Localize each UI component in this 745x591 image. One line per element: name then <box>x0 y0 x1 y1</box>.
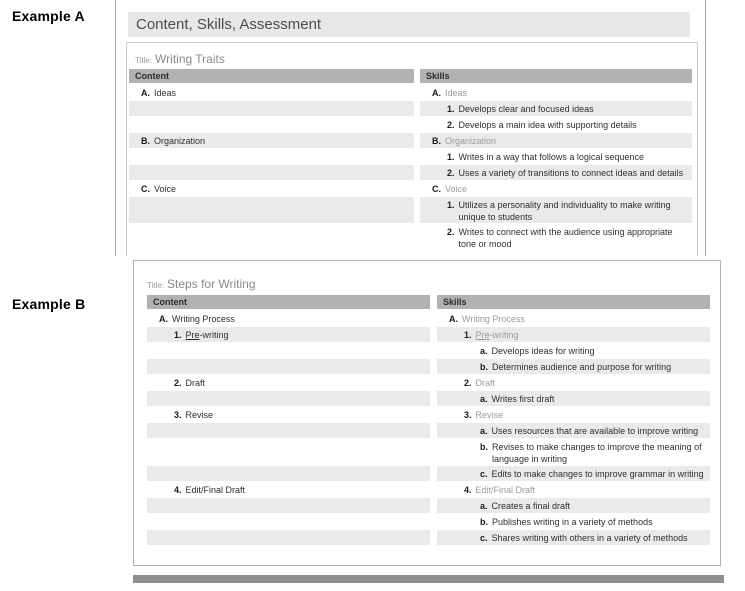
table-row <box>437 391 710 406</box>
skills-column <box>437 295 710 546</box>
table-row <box>437 423 710 438</box>
example-b-label: Example B <box>12 296 86 312</box>
item-prefix: 2. <box>447 227 455 237</box>
table-row <box>147 530 430 545</box>
content-cell <box>147 407 430 421</box>
item-prefix: c. <box>480 469 488 479</box>
table-row <box>420 133 692 148</box>
skills-rows <box>420 85 692 250</box>
panel-b-shadow <box>133 575 724 583</box>
content-cell <box>147 375 430 389</box>
table-row <box>129 85 414 100</box>
item-text: Draft <box>475 378 496 388</box>
table-row <box>437 343 710 358</box>
item-text: Writes to connect with the audience using appropriate tone or mood <box>458 227 673 249</box>
table-row <box>420 101 692 116</box>
item-text: Revise <box>185 410 214 420</box>
item-text: Develops a main idea with supporting details <box>458 120 637 130</box>
item-prefix: 3. <box>174 410 182 420</box>
item-text: Edits to make changes to improve grammar in writing <box>491 469 704 479</box>
item-prefix: b. <box>480 442 488 452</box>
table-row <box>437 375 710 390</box>
item-prefix: 2. <box>447 120 455 130</box>
table-row <box>420 149 692 164</box>
skills-column-header: Skills <box>420 69 692 83</box>
content-column-header: Content <box>129 69 414 83</box>
item-text: Writing Process <box>172 314 235 324</box>
item-text: Develops ideas for writing <box>491 346 595 356</box>
item-text: Utilizes a personality and individuality to make writing unique to students <box>458 200 671 222</box>
item-prefix: B. <box>141 136 150 146</box>
item-text: Organization <box>445 136 497 146</box>
table-row <box>420 165 692 180</box>
example-a-label: Example A <box>12 8 85 24</box>
item-text: Writes first draft <box>491 394 555 404</box>
item-text <box>476 329 710 341</box>
skill-cell <box>420 181 692 195</box>
item-prefix: C. <box>141 184 150 194</box>
table-row <box>420 117 692 132</box>
table-row <box>129 117 414 132</box>
table-row <box>147 311 430 326</box>
skill-cell <box>437 439 710 465</box>
skills-column <box>420 69 692 251</box>
item-text: Ideas <box>154 88 177 98</box>
table-row <box>420 181 692 196</box>
example-b-panel <box>133 260 721 566</box>
table-row <box>437 514 710 529</box>
item-prefix: 4. <box>464 485 472 495</box>
item-text: Revises to make changes to improve the meaning of language in writing <box>492 442 702 464</box>
skill-cell <box>437 530 710 544</box>
unit-title: Steps for Writing <box>167 277 256 291</box>
unit-box-b <box>134 261 720 565</box>
item-text-link[interactable]: Pre <box>475 330 490 340</box>
skill-cell <box>437 482 710 496</box>
unit-box-a <box>126 42 698 256</box>
table-row <box>147 407 430 422</box>
skill-cell <box>437 391 710 405</box>
skill-cell <box>437 407 710 421</box>
item-prefix: 2. <box>447 168 455 178</box>
item-prefix: b. <box>480 362 488 372</box>
table-row <box>147 498 430 513</box>
table-row <box>420 197 692 223</box>
table-row <box>437 311 710 326</box>
item-prefix: 2. <box>174 378 182 388</box>
table-row <box>437 466 710 481</box>
content-cell <box>129 181 414 195</box>
skill-cell <box>437 514 710 528</box>
item-prefix: 1. <box>464 330 472 340</box>
table-row <box>437 359 710 374</box>
item-prefix: 1. <box>447 104 455 114</box>
example-a-panel <box>115 0 706 256</box>
skill-cell <box>437 343 710 357</box>
skill-cell <box>437 423 710 437</box>
table-row <box>147 359 430 374</box>
skills-column-header: Skills <box>437 295 710 309</box>
item-prefix: 3. <box>464 410 472 420</box>
table-row <box>147 514 430 529</box>
table-row <box>147 391 430 406</box>
table-row <box>129 101 414 116</box>
item-text: Uses a variety of transitions to connect ideas and details <box>458 168 684 178</box>
item-text <box>186 329 430 341</box>
content-cell <box>129 85 414 99</box>
content-skills-table <box>129 69 697 251</box>
skill-cell <box>437 498 710 512</box>
table-row <box>129 197 414 223</box>
table-row <box>147 327 430 342</box>
content-column-header: Content <box>147 295 430 309</box>
item-prefix: 2. <box>464 378 472 388</box>
section-header-title: Content, Skills, Assessment <box>136 16 322 33</box>
content-cell <box>147 327 430 341</box>
skill-cell <box>437 375 710 389</box>
item-prefix: C. <box>432 184 441 194</box>
skill-cell <box>420 133 692 147</box>
table-row <box>437 439 710 465</box>
item-prefix: A. <box>141 88 150 98</box>
skill-cell <box>437 359 710 373</box>
item-text: Ideas <box>445 88 468 98</box>
skills-rows <box>437 311 710 545</box>
table-row <box>147 343 430 358</box>
item-text: Voice <box>445 184 468 194</box>
item-prefix: B. <box>432 136 441 146</box>
content-rows <box>147 311 430 545</box>
item-prefix: a. <box>480 394 488 404</box>
table-row <box>129 133 414 148</box>
item-prefix: A. <box>432 88 441 98</box>
table-row <box>129 181 414 196</box>
item-prefix: 1. <box>447 152 455 162</box>
content-column <box>147 295 430 546</box>
item-prefix: c. <box>480 533 488 543</box>
item-prefix: 1. <box>174 330 182 340</box>
item-prefix: a. <box>480 501 488 511</box>
item-prefix: A. <box>449 314 458 324</box>
skill-cell <box>420 197 692 223</box>
item-text: Determines audience and purpose for writing <box>492 362 672 372</box>
content-cell <box>147 311 430 325</box>
table-row <box>147 423 430 438</box>
content-cell <box>129 133 414 147</box>
table-row <box>437 530 710 545</box>
item-text: Uses resources that are available to improve writing <box>491 426 699 436</box>
table-row <box>437 327 710 342</box>
item-text: Writing Process <box>462 314 525 324</box>
table-row <box>147 466 430 481</box>
item-text: Edit/Final Draft <box>475 485 536 495</box>
item-prefix: a. <box>480 426 488 436</box>
table-row <box>147 375 430 390</box>
skill-cell <box>437 311 710 325</box>
item-text: Organization <box>154 136 206 146</box>
table-row <box>420 224 692 250</box>
item-text: Edit/Final Draft <box>185 485 246 495</box>
table-row <box>437 407 710 422</box>
title-label: Title: <box>147 281 165 290</box>
skill-cell <box>437 466 710 480</box>
title-row <box>134 261 720 295</box>
table-row <box>420 85 692 100</box>
item-text-link[interactable]: Pre <box>185 330 200 340</box>
item-text: Shares writing with others in a variety of methods <box>491 533 688 543</box>
content-column <box>129 69 414 251</box>
content-cell <box>147 482 430 496</box>
skill-cell <box>420 85 692 99</box>
item-prefix: A. <box>159 314 168 324</box>
item-prefix: a. <box>480 346 488 356</box>
title-label: Title: <box>135 56 153 65</box>
table-row <box>147 482 430 497</box>
skill-cell <box>420 117 692 131</box>
item-text: Draft <box>185 378 206 388</box>
title-row <box>127 43 697 69</box>
section-header-bar <box>128 12 690 37</box>
content-skills-table <box>147 295 720 546</box>
table-row <box>129 224 414 250</box>
item-prefix: b. <box>480 517 488 527</box>
item-text: Writes in a way that follows a logical sequence <box>458 152 644 162</box>
item-text: Voice <box>154 184 177 194</box>
item-prefix: 4. <box>174 485 182 495</box>
skill-cell <box>420 224 692 250</box>
table-row <box>129 165 414 180</box>
item-text: Creates a final draft <box>491 501 571 511</box>
table-row <box>147 439 430 465</box>
table-row <box>437 498 710 513</box>
item-text-part: -writing <box>199 330 229 340</box>
skill-cell <box>437 327 710 341</box>
table-row <box>129 149 414 164</box>
content-rows <box>129 85 414 250</box>
item-text: Publishes writing in a variety of methods <box>492 517 653 527</box>
item-text: Revise <box>475 410 504 420</box>
skill-cell <box>420 149 692 163</box>
unit-title: Writing Traits <box>155 52 225 66</box>
skill-cell <box>420 101 692 115</box>
item-prefix: 1. <box>447 200 455 210</box>
skill-cell <box>420 165 692 179</box>
item-text: Develops clear and focused ideas <box>458 104 594 114</box>
item-text-part: -writing <box>489 330 519 340</box>
table-row <box>437 482 710 497</box>
